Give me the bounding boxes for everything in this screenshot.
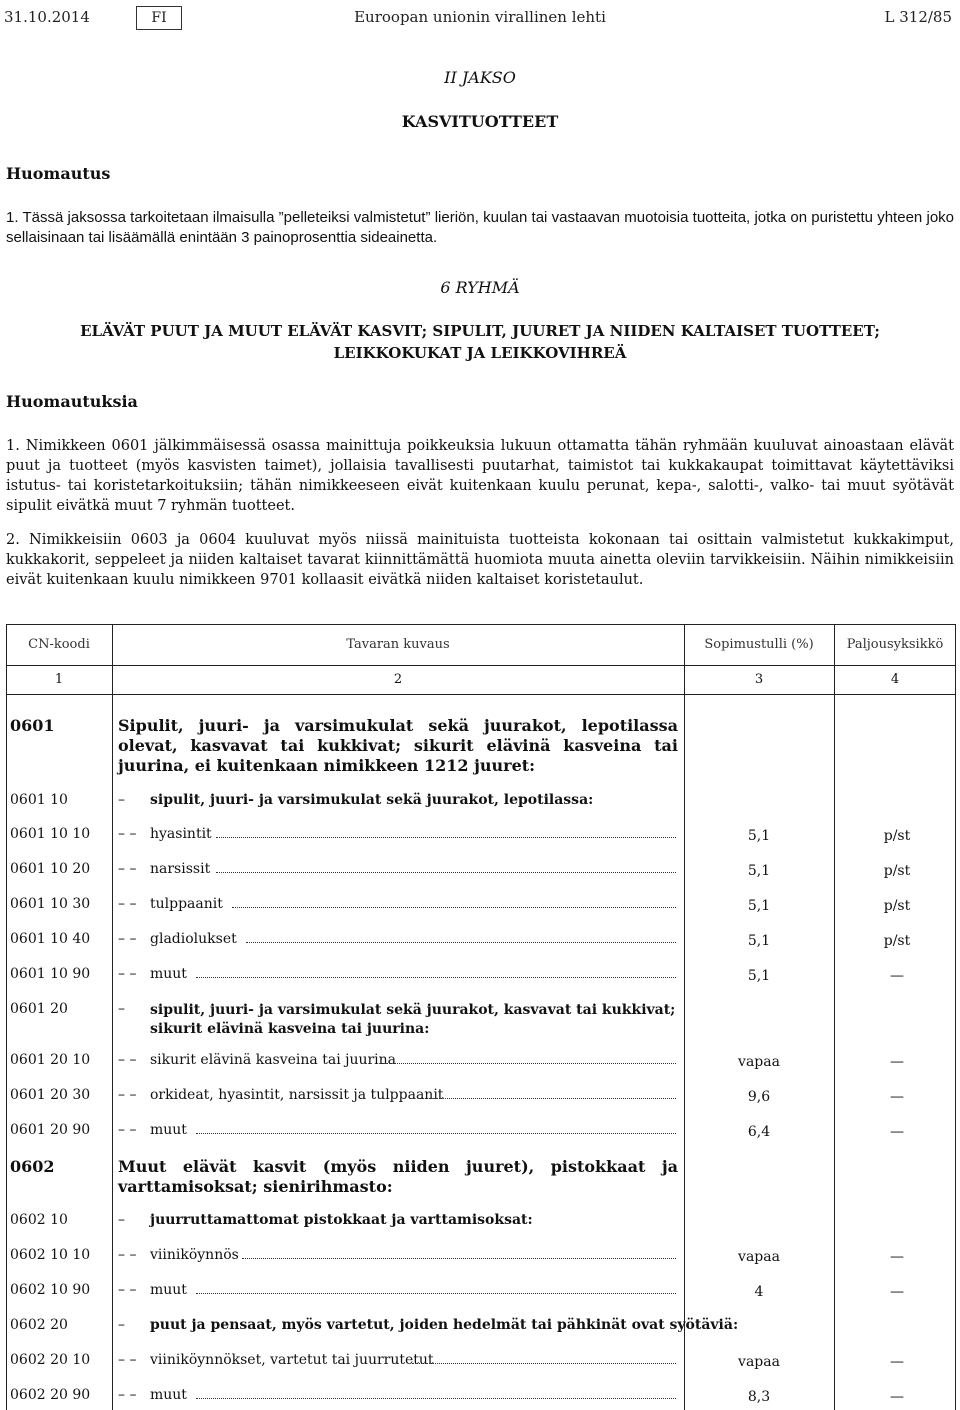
item-description: muut: [150, 1387, 187, 1403]
subheading-description: juurruttamattomat pistokkaat ja varttamisoksat:: [150, 1212, 533, 1228]
cn-code: 0602 20 90: [10, 1387, 91, 1403]
cn-code: 0601 10 10: [10, 826, 91, 842]
indent-dash: –: [118, 1001, 125, 1017]
note-paragraph: 1. Tässä jaksossa tarkoitetaan ilmaisulla ”pelleteiksi valmistetut” lieriön, kuulan tai vastaavan muotoisia tuotteita, jotka on puristettu yhteen joko sellaisinaan tai lisäämällä enintään 3 painoprosenttia sideainetta.: [6, 209, 954, 246]
cn-code: 0601 20 30: [10, 1087, 91, 1103]
cn-code: 0602 10 90: [10, 1282, 91, 1298]
heading-description: Sipulit, juuri- ja varsimukulat sekä juurakot, lepotilassa olevat, kasvavat tai kukkivat; sikurit elävinä kasveina tai juurina, ei kuitenkaan nimikkeen 1212 juuret:: [118, 716, 678, 775]
cn-code: 0602 10 10: [10, 1247, 91, 1263]
supplementary-unit: —: [890, 1389, 904, 1405]
supplementary-unit: —: [890, 1054, 904, 1070]
indent-dash: – –: [118, 1052, 137, 1068]
supplementary-unit: —: [890, 1124, 904, 1140]
duty-rate: 4: [754, 1284, 764, 1300]
duty-rate: 9,6: [747, 1089, 771, 1105]
item-description: sikurit elävinä kasveina tai juurina: [150, 1052, 397, 1068]
duty-rate: 5,1: [747, 828, 771, 844]
supplementary-unit: p/st: [883, 933, 911, 949]
leader-dots: [246, 941, 676, 943]
leader-dots: [242, 1257, 676, 1259]
leader-dots: [196, 976, 676, 978]
leader-dots: [196, 1292, 676, 1294]
table-header: [6, 624, 956, 666]
item-description: hyasintit: [150, 826, 212, 842]
journal-title: Euroopan unionin virallinen lehti: [354, 8, 606, 26]
supplementary-unit: p/st: [883, 863, 911, 879]
leader-dots: [196, 1397, 676, 1399]
cn-code: 0602: [10, 1157, 55, 1176]
duty-rate: 5,1: [747, 968, 771, 984]
leader-dots: [412, 1362, 676, 1364]
item-description: tulppaanit: [150, 896, 223, 912]
subheading-description: sipulit, juuri- ja varsimukulat sekä juurakot, kasvavat tai kukkivat; sikurit elävinä kasveina tai juurina:: [150, 1002, 676, 1037]
cn-code: 0601: [10, 716, 55, 735]
header-duty-rate: Sopimustulli (%): [704, 637, 814, 652]
section-title: KASVITUOTTEET: [401, 112, 559, 131]
cn-code: 0601 10 30: [10, 896, 91, 912]
leader-dots: [216, 871, 676, 873]
header-unit: Paljousyksikkö: [846, 637, 944, 652]
cn-code: 0602 10: [10, 1212, 68, 1228]
item-description: viiniköynnökset, vartetut tai juurrutetut: [150, 1352, 434, 1368]
chapter-number: 6 RYHMÄ: [440, 278, 520, 297]
item-description: narsissit: [150, 861, 211, 877]
section-number: II JAKSO: [444, 68, 516, 87]
leader-dots: [216, 836, 676, 838]
cn-code: 0601 20 10: [10, 1052, 91, 1068]
chapter-title: ELÄVÄT PUUT JA MUUT ELÄVÄT KASVIT; SIPULIT, JUURET JA NIIDEN KALTAISET TUOTTEET; LEIKKOKUKAT JA LEIKKOVIHREÄ: [80, 322, 880, 362]
cn-code: 0601 20 90: [10, 1122, 91, 1138]
column-number: 1: [54, 672, 64, 687]
cn-code: 0602 20 10: [10, 1352, 91, 1368]
column-divider: [834, 624, 835, 1410]
cn-code: 0601 10 90: [10, 966, 91, 982]
indent-dash: –: [118, 1317, 125, 1333]
leader-dots: [382, 1062, 676, 1064]
supplementary-unit: —: [890, 1284, 904, 1300]
indent-dash: – –: [118, 1352, 137, 1368]
subheading-description: sipulit, juuri- ja varsimukulat sekä juurakot, lepotilassa:: [150, 792, 594, 808]
item-description: viiniköynnös: [150, 1247, 239, 1263]
cn-code: 0601 10: [10, 792, 68, 808]
subheading-description: puut ja pensaat, myös vartetut, joiden hedelmät tai pähkinät ovat syötäviä:: [150, 1317, 739, 1333]
column-number: 3: [754, 672, 764, 687]
duty-rate: vapaa: [738, 1354, 780, 1370]
item-description: gladiolukset: [150, 931, 237, 947]
indent-dash: –: [118, 792, 125, 808]
indent-dash: – –: [118, 1122, 137, 1138]
page-header: [0, 8, 960, 32]
item-description: muut: [150, 1122, 187, 1138]
indent-dash: – –: [118, 1087, 137, 1103]
header-cn-code: CN-koodi: [28, 637, 90, 652]
cn-code: 0602 20: [10, 1317, 68, 1333]
item-description: orkideat, hyasintit, narsissit ja tulppaanit: [150, 1087, 444, 1103]
duty-rate: 6,4: [747, 1124, 771, 1140]
cn-code: 0601 10 40: [10, 931, 91, 947]
duty-rate: 5,1: [747, 898, 771, 914]
header-description: Tavaran kuvaus: [346, 637, 450, 652]
cn-code: 0601 20: [10, 1001, 68, 1017]
language-badge: FI: [136, 6, 182, 30]
leader-dots: [420, 1097, 676, 1099]
supplementary-unit: —: [890, 1354, 904, 1370]
item-description: muut: [150, 966, 187, 982]
indent-dash: – –: [118, 896, 137, 912]
note-paragraph-1: 1. Nimikkeen 0601 jälkimmäisessä osassa mainittuja poikkeuksia lukuun ottamatta tähän ryhmään kuuluvat ainoastaan elävät puut ja tuotteet (myös kasvisten taimet), jollaisia tavallisesti puutarhat, taimistot tai kukkakaupat toimittavat käytettäviksi istutus- tai koristetarkoituksiin; tähän nimikkeeseen eivät kuitenkaan kuulu perunat, kepa-, salotti-, valko- tai muut syötävät sipulit eivätkä muut 7 ryhmän tuotteet.: [6, 438, 954, 514]
indent-dash: – –: [118, 1247, 137, 1263]
duty-rate: 8,3: [747, 1389, 771, 1405]
supplementary-unit: —: [890, 1089, 904, 1105]
duty-rate: 5,1: [747, 933, 771, 949]
duty-rate: vapaa: [738, 1054, 780, 1070]
supplementary-unit: —: [890, 968, 904, 984]
column-number: 2: [393, 672, 403, 687]
notes-heading: Huomautuksia: [6, 392, 138, 411]
column-divider: [112, 624, 113, 1410]
heading-description: Muut elävät kasvit (myös niiden juuret), pistokkaat ja varttamisoksat; sienirihmasto:: [118, 1157, 678, 1196]
column-number: 4: [890, 672, 900, 687]
indent-dash: – –: [118, 861, 137, 877]
indent-dash: – –: [118, 931, 137, 947]
page-reference: L 312/85: [884, 8, 952, 26]
note-paragraph-2: 2. Nimikkeisiin 0603 ja 0604 kuuluvat myös niissä mainituista tuotteista kokonaan tai osittain valmistetut kukkakimput, kukkakorit, seppeleet ja niiden kaltaiset tavarat kiinnittämättä huomiota muuta ainetta oleviin tarvikkeisiin. Näihin nimikkeisiin eivät kuitenkaan kuulu nimikkeen 9701 kollaasit eivätkä niiden kaltaiset koristetaulut.: [6, 532, 954, 588]
duty-rate: 5,1: [747, 863, 771, 879]
cn-code: 0601 10 20: [10, 861, 91, 877]
table-border-left: [6, 624, 7, 1410]
leader-dots: [232, 906, 676, 908]
note-heading: Huomautus: [6, 164, 111, 183]
indent-dash: – –: [118, 826, 137, 842]
publication-date: 31.10.2014: [4, 8, 90, 26]
item-description: muut: [150, 1282, 187, 1298]
column-numbers: [6, 666, 956, 695]
indent-dash: – –: [118, 1387, 137, 1403]
supplementary-unit: p/st: [883, 828, 911, 844]
supplementary-unit: p/st: [883, 898, 911, 914]
leader-dots: [196, 1132, 676, 1134]
indent-dash: –: [118, 1212, 125, 1228]
duty-rate: vapaa: [738, 1249, 780, 1265]
indent-dash: – –: [118, 1282, 137, 1298]
indent-dash: – –: [118, 966, 137, 982]
supplementary-unit: —: [890, 1249, 904, 1265]
